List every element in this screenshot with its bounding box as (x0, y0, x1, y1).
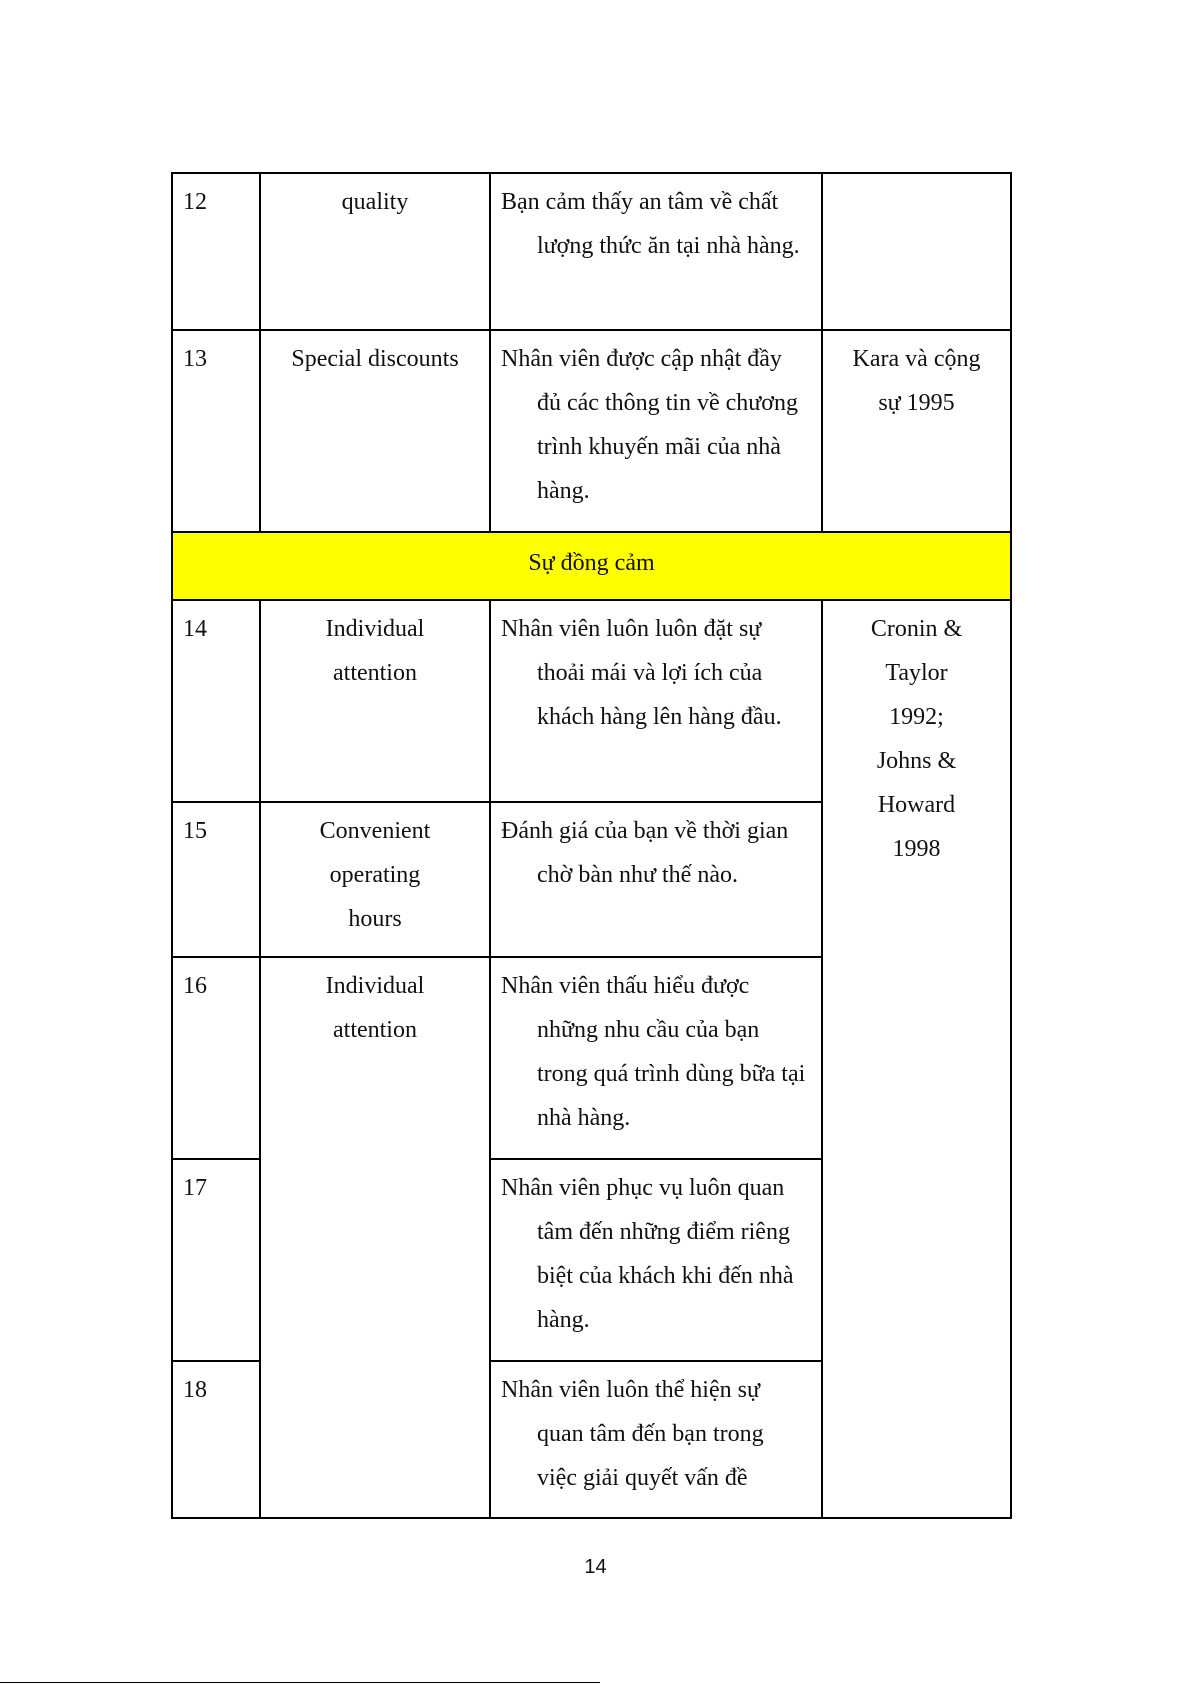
item-text: Đánh giá của bạn về thời gian chờ bàn như thế nào. (501, 818, 789, 888)
item-number: 14 (172, 600, 260, 802)
factor-cell (260, 957, 490, 1518)
item-statement (490, 1361, 822, 1518)
page-number: 14 (584, 1556, 607, 1578)
source-cell (822, 173, 1011, 330)
source-citation (853, 337, 981, 425)
item-statement (490, 957, 822, 1159)
item-statement (490, 330, 822, 532)
source-line: 1992; (889, 704, 944, 730)
table-row (172, 173, 1011, 330)
item-number: 16 (172, 957, 260, 1159)
item-text: Nhân viên phục vụ luôn quan tâm đến những điểm riêng biệt của khách khi đến nhà hàng. (501, 1175, 794, 1333)
factor-cell (260, 802, 490, 957)
source-line: Kara và cộng (852, 346, 981, 372)
factor-label: Convenient operating hours (319, 818, 431, 932)
source-line: Howard (877, 792, 956, 818)
factor-cell (260, 330, 490, 532)
item-statement (490, 802, 822, 957)
item-statement (490, 600, 822, 802)
factor-cell (260, 173, 490, 330)
factor-label: Individual attention (325, 616, 425, 686)
source-cell (822, 330, 1011, 532)
source-line: Taylor (885, 660, 948, 686)
source-line: Johns & (876, 748, 957, 774)
factor-cell (260, 600, 490, 802)
item-text: Nhân viên được cập nhật đầy đủ các thông tin về chương trình khuyến mãi của nhà hàng. (501, 346, 798, 504)
table-row (172, 330, 1011, 532)
source-citation (871, 607, 962, 871)
footnote-divider (0, 1682, 600, 1683)
item-statement (490, 173, 822, 330)
survey-items-table (171, 172, 1012, 1519)
factor-label: quality (341, 189, 409, 215)
table-row (172, 600, 1011, 802)
source-cell (822, 600, 1011, 1518)
item-text: Bạn cảm thấy an tâm về chất lượng thức ăn tại nhà hàng. (501, 189, 800, 259)
item-number: 13 (172, 330, 260, 532)
item-number: 12 (172, 173, 260, 330)
factor-label: Special discounts (291, 346, 459, 372)
factor-label: Individual attention (325, 973, 425, 1043)
item-number: 15 (172, 802, 260, 957)
item-text: Nhân viên luôn thể hiện sự quan tâm đến bạn trong việc giải quyết vấn đề (501, 1377, 764, 1491)
source-line: sự 1995 (878, 390, 955, 416)
item-text: Nhân viên thấu hiểu được những nhu cầu của bạn trong quá trình dùng bữa tại nhà hàng. (501, 973, 806, 1131)
item-number: 17 (172, 1159, 260, 1361)
source-line: 1998 (892, 836, 941, 862)
item-statement (490, 1159, 822, 1361)
item-number: 18 (172, 1361, 260, 1518)
section-title: Sự đồng cảm (172, 532, 1011, 600)
section-header-row (172, 532, 1011, 600)
source-line: Cronin & (870, 616, 963, 642)
item-text: Nhân viên luôn luôn đặt sự thoải mái và lợi ích của khách hàng lên hàng đầu. (501, 616, 782, 730)
